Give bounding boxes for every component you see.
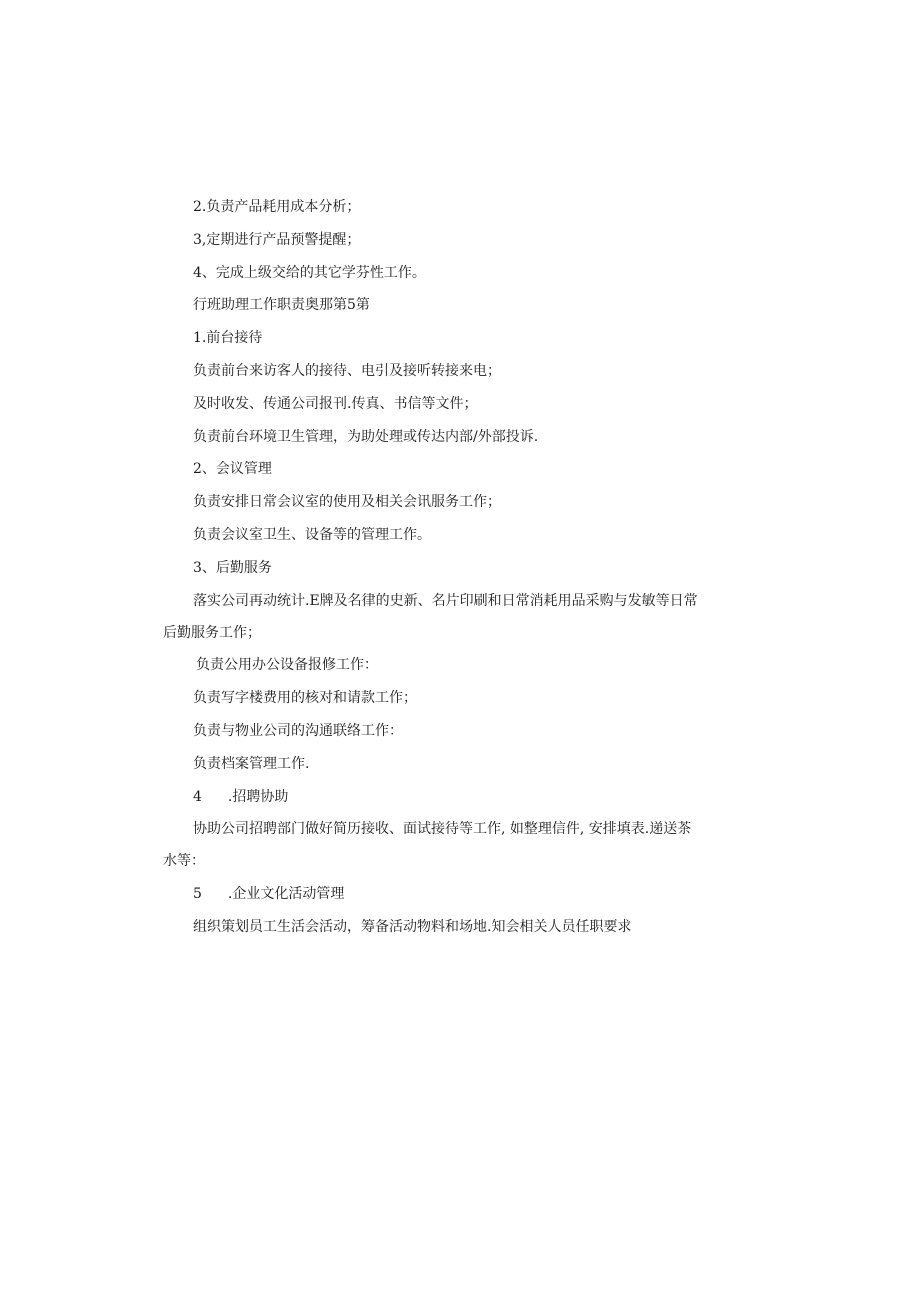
text-line: 3,定期进行产品预警提醒； <box>193 231 361 248</box>
subsection-heading <box>163 883 763 905</box>
text-line: 负责写字楼费用的核对和请款工作； <box>193 690 417 707</box>
subsection-heading: 2、会议管理 <box>193 461 272 478</box>
text-line: 负责公用办公设备报修工作： <box>196 657 378 674</box>
paragraph <box>163 818 763 872</box>
heading-label: .企业文化活动管理 <box>227 886 345 903</box>
paragraph-continuation: 水等： <box>163 853 205 870</box>
subsection-heading: 1.前台接待 <box>193 330 263 347</box>
heading-number: 5 <box>193 886 202 903</box>
text-line: 负责前台环境卫生管理，为助处理或传达内部/外部投诉. <box>193 428 539 445</box>
text-line: 4、完成上级交给的其它学芬性工作。 <box>193 264 426 281</box>
paragraph-first-line: 落实公司再动统计.E牌及名律的史新、名片印刷和日常消耗用品采购与发敏等日常 <box>193 592 698 609</box>
document-body <box>163 196 763 949</box>
paragraph-continuation: 后勤服务工作； <box>163 624 261 641</box>
text-line: 负责与物业公司的沟通联络工作： <box>193 722 403 739</box>
text-line: 及时收发、传通公司报刊.传真、书信等文件； <box>193 395 478 412</box>
text-line: 负责档案管理工作. <box>193 755 310 772</box>
text-line: 负责前台来访客人的接待、电引及接听转接来电； <box>193 362 501 379</box>
heading-label: .招聘协助 <box>227 788 289 805</box>
paragraph-first-line: 协助公司招聘部门做好简历接收、面试接待等工作, 如整理信件, 安排填表.递送茶 <box>193 821 692 838</box>
paragraph <box>163 590 763 644</box>
text-line: 负责安排日常会议室的使用及相关会讯服务工作； <box>193 494 501 511</box>
heading-number: 4 <box>193 788 202 805</box>
text-line: 组织策划员工生活会活动，筹备活动物料和场地.知会相关人员任职要求 <box>193 918 632 935</box>
subsection-heading: 3、后勤服务 <box>193 559 272 576</box>
section-heading: 行班助理工作职责奥那第5第 <box>193 297 370 314</box>
text-line: 负责会议室卫生、设备等的管理工作。 <box>193 526 431 543</box>
subsection-heading <box>163 786 763 808</box>
text-line: 2.负责产品耗用成本分析； <box>193 199 361 215</box>
